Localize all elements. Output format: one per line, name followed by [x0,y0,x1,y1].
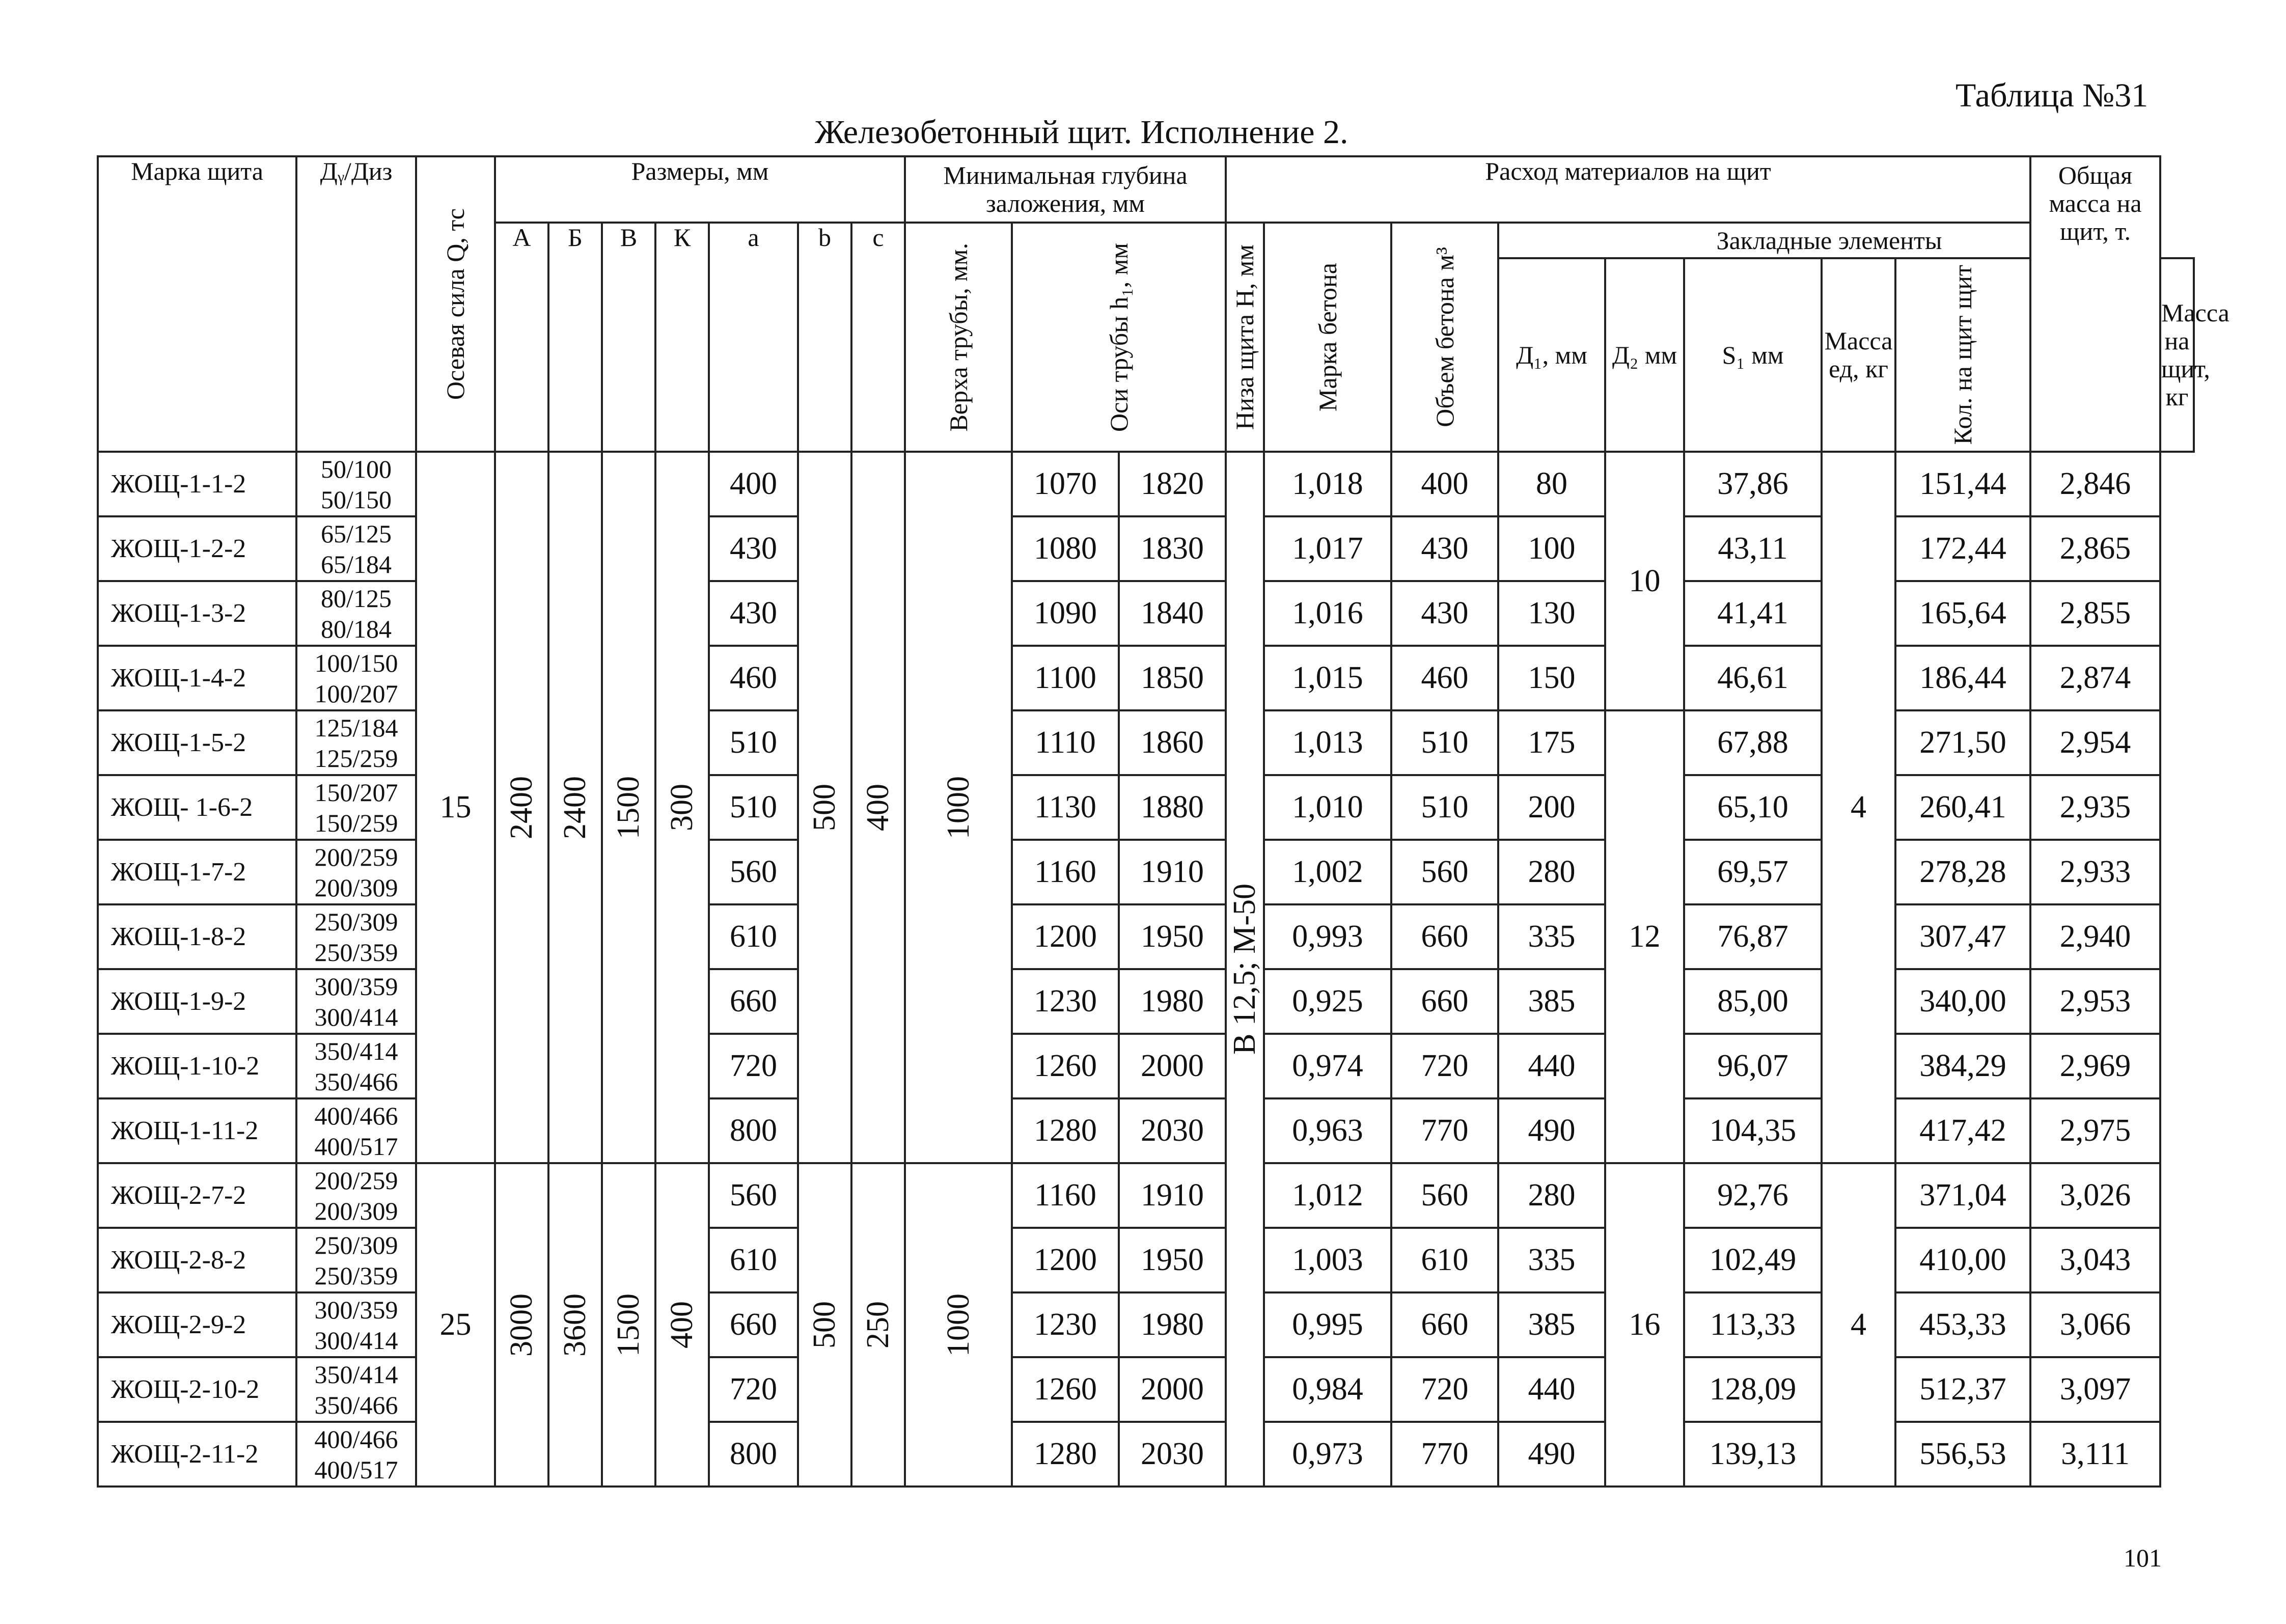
cell-a: 720 [709,1034,798,1098]
cell-h1: 1160 [1012,840,1119,904]
cell-K [655,1163,709,1487]
dy-line-2: 400/517 [314,1132,398,1161]
cell-H: 1820 [1119,452,1226,516]
cell-vol: 1,010 [1264,775,1391,840]
cell-dy [296,775,416,840]
cell-dy [296,840,416,904]
cell-b-text: 500 [807,784,842,831]
cell-B-text: 3600 [558,1293,592,1357]
dy-line-2: 400/517 [314,1455,398,1484]
header-mark: Марка щита [98,156,296,452]
cell-d2: 280 [1498,840,1605,904]
dy-line-1: 400/466 [314,1101,398,1130]
header-concrete-mark-cell [1264,223,1391,452]
cell-unit-mass: 113,33 [1684,1292,1822,1357]
cell-shield-mass: 410,00 [1895,1228,2030,1292]
cell-H: 1910 [1119,840,1226,904]
header-embedded: Закладные элементы [1498,223,2160,258]
header-d1: Д₁, мм [1498,258,1605,452]
cell-total: 2,940 [2030,904,2160,969]
cell-H: 1880 [1119,775,1226,840]
dy-line-2: 125/259 [314,744,398,773]
cell-H: 2000 [1119,1034,1226,1098]
cell-total: 3,066 [2030,1292,2160,1357]
cell-d1: 610 [1391,1228,1498,1292]
cell-shield-mass: 260,41 [1895,775,2030,840]
cell-mark: ЖОЩ-1-2-2 [98,516,296,581]
cell-top [905,1163,1012,1487]
cell-d1: 720 [1391,1357,1498,1422]
cell-unit-mass: 65,10 [1684,775,1822,840]
cell-total: 3,043 [2030,1228,2160,1292]
header-count-cell [1895,258,2030,452]
header-min-depth: Минимальная глубина заложения, мм [905,156,1226,223]
cell-top-text: 1000 [941,776,976,839]
cell-total: 2,933 [2030,840,2160,904]
cell-d2: 280 [1498,1163,1605,1228]
cell-h1: 1100 [1012,646,1119,710]
cell-h1: 1280 [1012,1098,1119,1163]
cell-vol: 0,993 [1264,904,1391,969]
cell-a: 510 [709,775,798,840]
dy-line-1: 250/309 [314,1230,398,1259]
header-axis-pipe-cell [1012,223,1226,452]
cell-d2: 385 [1498,969,1605,1034]
cell-s1: 10 [1605,452,1684,710]
cell-concrete-mark [1226,452,1264,1487]
cell-a: 610 [709,1228,798,1292]
cell-total: 2,846 [2030,452,2160,516]
cell-c [851,1163,905,1487]
header-axial: Осевая сила Q, тс [441,208,470,400]
cell-d1: 430 [1391,516,1498,581]
header-bottom-shield-cell [1226,223,1264,452]
cell-mark: ЖОЩ-2-11-2 [98,1422,296,1487]
cell-H: 1980 [1119,1292,1226,1357]
cell-a: 800 [709,1098,798,1163]
cell-vol: 1,012 [1264,1163,1391,1228]
cell-a: 430 [709,581,798,646]
header-unit-mass: Масса ед, кг [1822,258,1895,452]
cell-d2: 490 [1498,1422,1605,1487]
cell-mark: ЖОЩ-1-3-2 [98,581,296,646]
dy-line-1: 80/125 [321,584,392,613]
cell-d2: 150 [1498,646,1605,710]
cell-vol: 1,002 [1264,840,1391,904]
cell-unit-mass: 67,88 [1684,710,1822,775]
cell-dy [296,1422,416,1487]
header-sizes: Размеры, мм [495,156,905,223]
header-a: а [709,223,798,452]
cell-A [495,452,548,1163]
cell-d1: 660 [1391,969,1498,1034]
header-concrete-mark: Марка бетона [1313,263,1342,411]
header-A: А [495,223,548,452]
cell-vol: 0,963 [1264,1098,1391,1163]
cell-a: 610 [709,904,798,969]
cell-total: 2,975 [2030,1098,2160,1163]
cell-d1: 460 [1391,646,1498,710]
cell-unit-mass: 85,00 [1684,969,1822,1034]
cell-d2: 440 [1498,1357,1605,1422]
cell-shield-mass: 278,28 [1895,840,2030,904]
cell-d2: 335 [1498,1228,1605,1292]
cell-A [495,1163,548,1487]
dy-line-2: 350/466 [314,1390,398,1419]
cell-mark: ЖОЩ-1-11-2 [98,1098,296,1163]
cell-dy [296,969,416,1034]
cell-shield-mass: 417,42 [1895,1098,2030,1163]
cell-unit-mass: 104,35 [1684,1098,1822,1163]
cell-unit-mass: 139,13 [1684,1422,1822,1487]
dy-line-1: 200/259 [314,842,398,871]
cell-H: 1850 [1119,646,1226,710]
cell-mark: ЖОЩ-2-10-2 [98,1357,296,1422]
cell-dy [296,1357,416,1422]
cell-H: 1950 [1119,904,1226,969]
cell-s1: 12 [1605,710,1684,1163]
cell-mark: ЖОЩ-1-4-2 [98,646,296,710]
cell-shield-mass: 453,33 [1895,1292,2030,1357]
cell-h1: 1260 [1012,1034,1119,1098]
cell-unit-mass: 41,41 [1684,581,1822,646]
shield-table [97,155,2229,1488]
cell-dy [296,904,416,969]
cell-d2: 130 [1498,581,1605,646]
cell-vol: 0,984 [1264,1357,1391,1422]
cell-vol: 1,018 [1264,452,1391,516]
cell-d1: 560 [1391,840,1498,904]
cell-h1: 1260 [1012,1357,1119,1422]
cell-a: 560 [709,840,798,904]
cell-d2: 80 [1498,452,1605,516]
header-b: b [798,223,851,452]
header-top-pipe-cell [905,223,1012,452]
cell-a: 430 [709,516,798,581]
cell-shield-mass: 384,29 [1895,1034,2030,1098]
cell-a: 400 [709,452,798,516]
cell-K [655,452,709,1163]
cell-d1: 770 [1391,1098,1498,1163]
cell-d2: 335 [1498,904,1605,969]
cell-h1: 1090 [1012,581,1119,646]
cell-d2: 100 [1498,516,1605,581]
table-number: Таблица №31 [1956,77,2149,114]
cell-a: 560 [709,1163,798,1228]
cell-a: 660 [709,1292,798,1357]
header-V: В [602,223,655,452]
cell-a: 460 [709,646,798,710]
dy-line-1: 150/207 [314,778,398,807]
header-c: с [851,223,905,452]
cell-vol: 0,995 [1264,1292,1391,1357]
cell-h1: 1110 [1012,710,1119,775]
header-s1: S₁ мм [1684,258,1822,452]
cell-c-text: 250 [861,1301,895,1348]
cell-vol: 0,925 [1264,969,1391,1034]
cell-vol: 1,015 [1264,646,1391,710]
header-B: Б [548,223,602,452]
header-total-mass: Общая масса на щит, т. [2030,156,2160,452]
cell-a: 660 [709,969,798,1034]
cell-dy [296,1098,416,1163]
cell-shield-mass: 307,47 [1895,904,2030,969]
header-K: К [655,223,709,452]
header-concrete-vol-cell [1391,223,1498,452]
cell-B [548,1163,602,1487]
cell-dy [296,452,416,516]
cell-B [548,452,602,1163]
header-bottom-shield: Низа щита H, мм [1230,244,1259,430]
cell-mark: ЖОЩ-2-7-2 [98,1163,296,1228]
page-number: 101 [2124,1544,2162,1572]
dy-line-2: 350/466 [314,1067,398,1096]
cell-h1: 1200 [1012,1228,1119,1292]
cell-s1: 16 [1605,1163,1684,1487]
cell-shield-mass: 151,44 [1895,452,2030,516]
cell-dy [296,581,416,646]
cell-mark: ЖОЩ- 1-6-2 [98,775,296,840]
cell-shield-mass: 512,37 [1895,1357,2030,1422]
cell-total: 2,935 [2030,775,2160,840]
dy-line-2: 80/184 [321,614,392,643]
cell-total: 2,953 [2030,969,2160,1034]
dy-line-2: 250/359 [314,938,398,967]
dy-line-1: 350/414 [314,1360,398,1389]
cell-dy [296,710,416,775]
cell-c [851,452,905,1163]
cell-unit-mass: 69,57 [1684,840,1822,904]
cell-unit-mass: 76,87 [1684,904,1822,969]
cell-a: 720 [709,1357,798,1422]
cell-unit-mass: 37,86 [1684,452,1822,516]
cell-d2: 490 [1498,1098,1605,1163]
cell-H: 1830 [1119,516,1226,581]
header-top-pipe: Верха трубы, мм. [944,242,973,432]
dy-line-2: 50/150 [321,485,392,514]
cell-d2: 385 [1498,1292,1605,1357]
dy-line-1: 400/466 [314,1424,398,1453]
cell-vol: 1,003 [1264,1228,1391,1292]
cell-dy [296,1034,416,1098]
cell-h1: 1230 [1012,969,1119,1034]
cell-total: 2,855 [2030,581,2160,646]
cell-dy [296,516,416,581]
cell-H: 1860 [1119,710,1226,775]
cell-vol: 0,973 [1264,1422,1391,1487]
cell-mark: ЖОЩ-2-8-2 [98,1228,296,1292]
cell-mark: ЖОЩ-1-1-2 [98,452,296,516]
dy-line-1: 300/359 [314,972,398,1001]
cell-H: 2030 [1119,1422,1226,1487]
cell-H: 2000 [1119,1357,1226,1422]
dy-line-2: 150/259 [314,808,398,837]
cell-total: 3,111 [2030,1422,2160,1487]
cell-mark: ЖОЩ-1-10-2 [98,1034,296,1098]
cell-q: 15 [416,452,495,1163]
cell-unit-mass: 43,11 [1684,516,1822,581]
cell-H: 1910 [1119,1163,1226,1228]
header-d2: Д₂ мм [1605,258,1684,452]
header-concrete-vol: Объем бетона м³ [1430,247,1459,427]
cell-shield-mass: 371,04 [1895,1163,2030,1228]
cell-dy [296,1292,416,1357]
cell-h1: 1130 [1012,775,1119,840]
cell-h1: 1070 [1012,452,1119,516]
cell-d1: 510 [1391,775,1498,840]
cell-total: 2,865 [2030,516,2160,581]
cell-V [602,1163,655,1487]
cell-unit-mass: 128,09 [1684,1357,1822,1422]
cell-mark: ЖОЩ-1-8-2 [98,904,296,969]
dy-line-1: 350/414 [314,1036,398,1065]
cell-shield-mass: 186,44 [1895,646,2030,710]
cell-q: 25 [416,1163,495,1487]
cell-total: 2,954 [2030,710,2160,775]
cell-count: 4 [1822,1163,1895,1487]
dy-line-2: 100/207 [314,679,398,708]
cell-concrete-mark-text: В 12,5; М-50 [1227,884,1262,1055]
cell-shield-mass: 556,53 [1895,1422,2030,1487]
cell-total: 3,097 [2030,1357,2160,1422]
cell-shield-mass: 340,00 [1895,969,2030,1034]
cell-h1: 1080 [1012,516,1119,581]
header-dy: Дᵧ/Диз [296,156,416,452]
cell-dy [296,1228,416,1292]
cell-a: 800 [709,1422,798,1487]
dy-line-1: 250/309 [314,907,398,936]
cell-d1: 660 [1391,904,1498,969]
table-row [98,452,2194,516]
cell-mark: ЖОЩ-2-9-2 [98,1292,296,1357]
dy-line-2: 200/309 [314,873,398,902]
cell-B-text: 2400 [558,776,592,839]
cell-shield-mass: 172,44 [1895,516,2030,581]
cell-unit-mass: 92,76 [1684,1163,1822,1228]
cell-unit-mass: 46,61 [1684,646,1822,710]
cell-mark: ЖОЩ-1-7-2 [98,840,296,904]
cell-b [798,452,851,1163]
dy-line-2: 300/414 [314,1326,398,1355]
dy-line-1: 125/184 [314,713,398,742]
cell-dy [296,646,416,710]
cell-vol: 0,974 [1264,1034,1391,1098]
cell-mark: ЖОЩ-1-9-2 [98,969,296,1034]
cell-H: 1840 [1119,581,1226,646]
cell-d1: 430 [1391,581,1498,646]
cell-shield-mass: 165,64 [1895,581,2030,646]
cell-d1: 720 [1391,1034,1498,1098]
cell-K-text: 300 [665,784,699,831]
cell-d1: 400 [1391,452,1498,516]
cell-dy [296,1163,416,1228]
dy-line-2: 250/359 [314,1261,398,1290]
dy-line-1: 50/100 [321,454,392,483]
cell-vol: 1,016 [1264,581,1391,646]
cell-V-text: 1500 [611,1293,646,1357]
dy-line-2: 300/414 [314,1002,398,1031]
cell-mark: ЖОЩ-1-5-2 [98,710,296,775]
cell-total: 2,969 [2030,1034,2160,1098]
cell-vol: 1,017 [1264,516,1391,581]
cell-b-text: 500 [807,1301,842,1348]
cell-d2: 200 [1498,775,1605,840]
header-count: Кол. на щит щит [1948,265,1977,445]
table-row [98,1163,2194,1228]
cell-total: 2,874 [2030,646,2160,710]
cell-K-text: 400 [665,1301,699,1348]
cell-c-text: 400 [861,784,895,831]
table-caption: Железобетонный щит. Исполнение 2. [815,114,1348,151]
cell-h1: 1280 [1012,1422,1119,1487]
cell-shield-mass: 271,50 [1895,710,2030,775]
dy-line-1: 65/125 [321,519,392,548]
cell-d1: 660 [1391,1292,1498,1357]
cell-H: 1950 [1119,1228,1226,1292]
dy-line-2: 65/184 [321,549,392,579]
cell-h1: 1200 [1012,904,1119,969]
cell-V [602,452,655,1163]
cell-d1: 770 [1391,1422,1498,1487]
header-shield-mass: Масса на щит, кг [2160,258,2194,452]
header-materials: Расход материалов на щит [1226,156,2030,223]
dy-line-1: 200/259 [314,1166,398,1195]
cell-top-text: 1000 [941,1293,976,1357]
cell-unit-mass: 102,49 [1684,1228,1822,1292]
cell-H: 1980 [1119,969,1226,1034]
dy-line-2: 200/309 [314,1196,398,1225]
cell-h1: 1160 [1012,1163,1119,1228]
cell-A-text: 2400 [504,776,539,839]
cell-top [905,452,1012,1163]
cell-count: 4 [1822,452,1895,1163]
cell-A-text: 3000 [504,1293,539,1357]
cell-b [798,1163,851,1487]
table-body [98,452,2194,1487]
cell-h1: 1230 [1012,1292,1119,1357]
cell-d2: 440 [1498,1034,1605,1098]
cell-d2: 175 [1498,710,1605,775]
header-axis-pipe: Оси трубы h₁, мм [1104,242,1133,432]
cell-d1: 560 [1391,1163,1498,1228]
cell-d1: 510 [1391,710,1498,775]
cell-unit-mass: 96,07 [1684,1034,1822,1098]
cell-V-text: 1500 [611,776,646,839]
cell-H: 2030 [1119,1098,1226,1163]
cell-total: 3,026 [2030,1163,2160,1228]
cell-vol: 1,013 [1264,710,1391,775]
dy-line-1: 300/359 [314,1295,398,1324]
cell-a: 510 [709,710,798,775]
dy-line-1: 100/150 [314,648,398,677]
header-axial-cell [416,156,495,452]
